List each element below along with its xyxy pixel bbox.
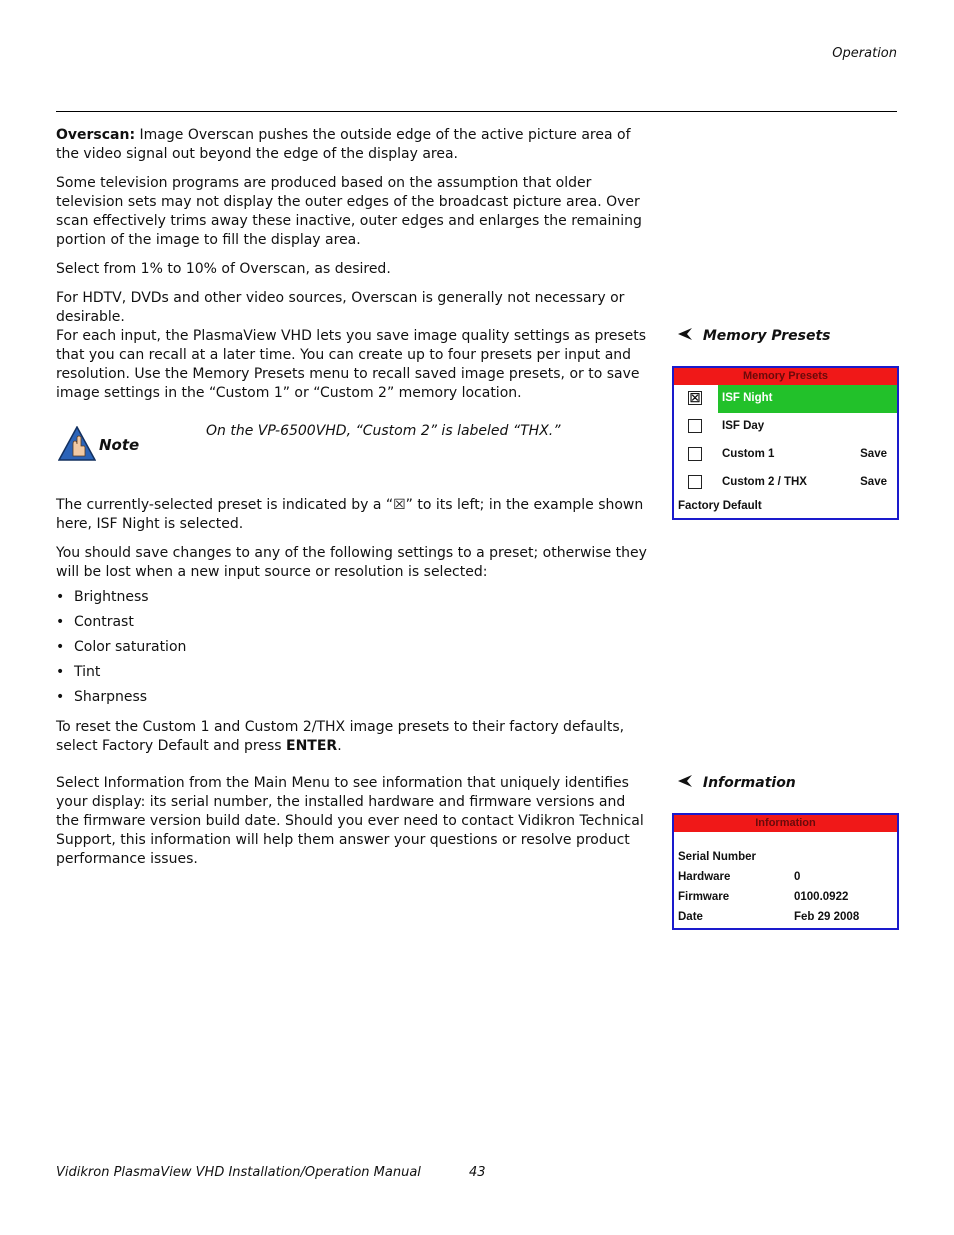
info-row-firmware [674,888,897,908]
overscan-section [56,126,656,327]
info-value: 0 [794,871,801,883]
note-text: On the VP-6500VHD, “Custom 2” is labeled “THX.” [206,423,561,439]
note-hand-icon [58,426,96,466]
osd-row-custom-1[interactable] [674,441,897,469]
osd-title: Information [674,815,897,832]
factory-default-option[interactable]: Factory Default [678,500,762,512]
overscan-text-1: Image Overscan pushes the outside edge of the active picture area of the video signal out beyond the edge of the display area. [56,127,631,162]
information-osd [672,813,899,930]
memory-body [56,496,654,756]
left-arrowhead-icon [678,775,697,791]
save-option[interactable]: Save [860,476,887,488]
unchecked-box-icon [688,419,702,433]
selected-text-post: ” to its left; in the example shown here, ISF Night is selected. [56,497,644,532]
settings-list [56,588,654,713]
selected-text-pre: The currently-selected preset is indicated by a “ [56,497,394,513]
info-value: Feb 29 2008 [794,911,860,923]
osd-row-label: Custom 2 / THX [722,476,807,488]
list-item: • Sharpness [56,688,654,713]
list-item: • Tint [56,663,654,688]
information-heading-text: Information [702,775,796,791]
header-rule [56,111,897,112]
osd-row-label: Custom 1 [722,448,775,460]
unchecked-box-icon [688,447,702,461]
running-header: Operation [832,46,897,61]
osd-row-isf-day[interactable] [674,413,897,441]
info-row-date [674,908,897,928]
info-row-hardware [674,868,897,888]
info-key: Date [678,911,703,923]
overscan-para-4: For HDTV, DVDs and other video sources, Overscan is generally not necessary or desirable. [56,290,625,325]
selected-indicator-para [56,496,654,534]
overscan-para-1 [56,126,656,164]
list-item: • Brightness [56,588,654,613]
reset-text: To reset the Custom 1 and Custom 2/THX image presets to their factory defaults, select Factory Default and press [56,719,625,754]
osd-row-custom-2[interactable] [674,469,897,497]
list-item: • Color saturation [56,638,654,663]
save-intro: You should save changes to any of the following settings to a preset; otherwise they will be lost when a new input source or resolution is selected: [56,545,647,580]
checked-box-glyph: ☒ [393,497,406,513]
osd-row-label: ISF Day [722,420,765,432]
info-key: Firmware [678,891,730,903]
checked-box-icon: ☒ [689,391,701,405]
memory-intro: For each input, the PlasmaView VHD lets you save image quality settings as presets that you can recall at a later time. You can create up to four presets per input and resolution. Use the Memory Presets menu to recall saved image presets, or to save image settings in the “Custom 1” or “Custom 2” memory location. [56,328,647,401]
memory-presets-heading-text: Memory Presets [702,328,831,344]
reset-text-end: . [337,738,342,754]
osd-row-label: ISF Night [722,392,773,404]
osd-title: Memory Presets [674,368,897,385]
info-value: 0100.0922 [794,891,849,903]
information-heading [678,775,796,791]
overscan-para-2: Some television programs are produced based on the assumption that older television sets may not display the outer edges of the broadcast picture area. Over scan effectively trims away these inactive, outer edges and enlarges the remaining portion of the image to fill the display area. [56,175,642,248]
osd-row-isf-night[interactable] [674,385,897,413]
unchecked-box-icon [688,475,702,489]
memory-presets-heading [678,328,831,344]
enter-key: ENTER [286,738,338,754]
memory-presets-osd [672,366,899,520]
footer-manual-title: Vidikron PlasmaView VHD Installation/Operation Manual [56,1165,421,1180]
list-item: • Contrast [56,613,654,638]
info-key: Serial Number [678,851,756,863]
info-key: Hardware [678,871,731,883]
information-text: Select Information from the Main Menu to see information that uniquely identifies your display: its serial number, the installed hardware and firmware versions and the firmware version build date. Should you ever need to contact Vidikron Technical Support, this information will help them answer your questions or resolve product performance issues. [56,775,644,867]
overscan-para-3: Select from 1% to 10% of Overscan, as desired. [56,261,391,277]
overscan-label: Overscan: [56,127,136,143]
info-row-serial [674,848,897,868]
left-arrowhead-icon [678,328,697,344]
page-number: 43 [469,1165,486,1180]
note-label: Note [99,436,140,454]
reset-para [56,718,654,756]
save-option[interactable]: Save [860,448,887,460]
